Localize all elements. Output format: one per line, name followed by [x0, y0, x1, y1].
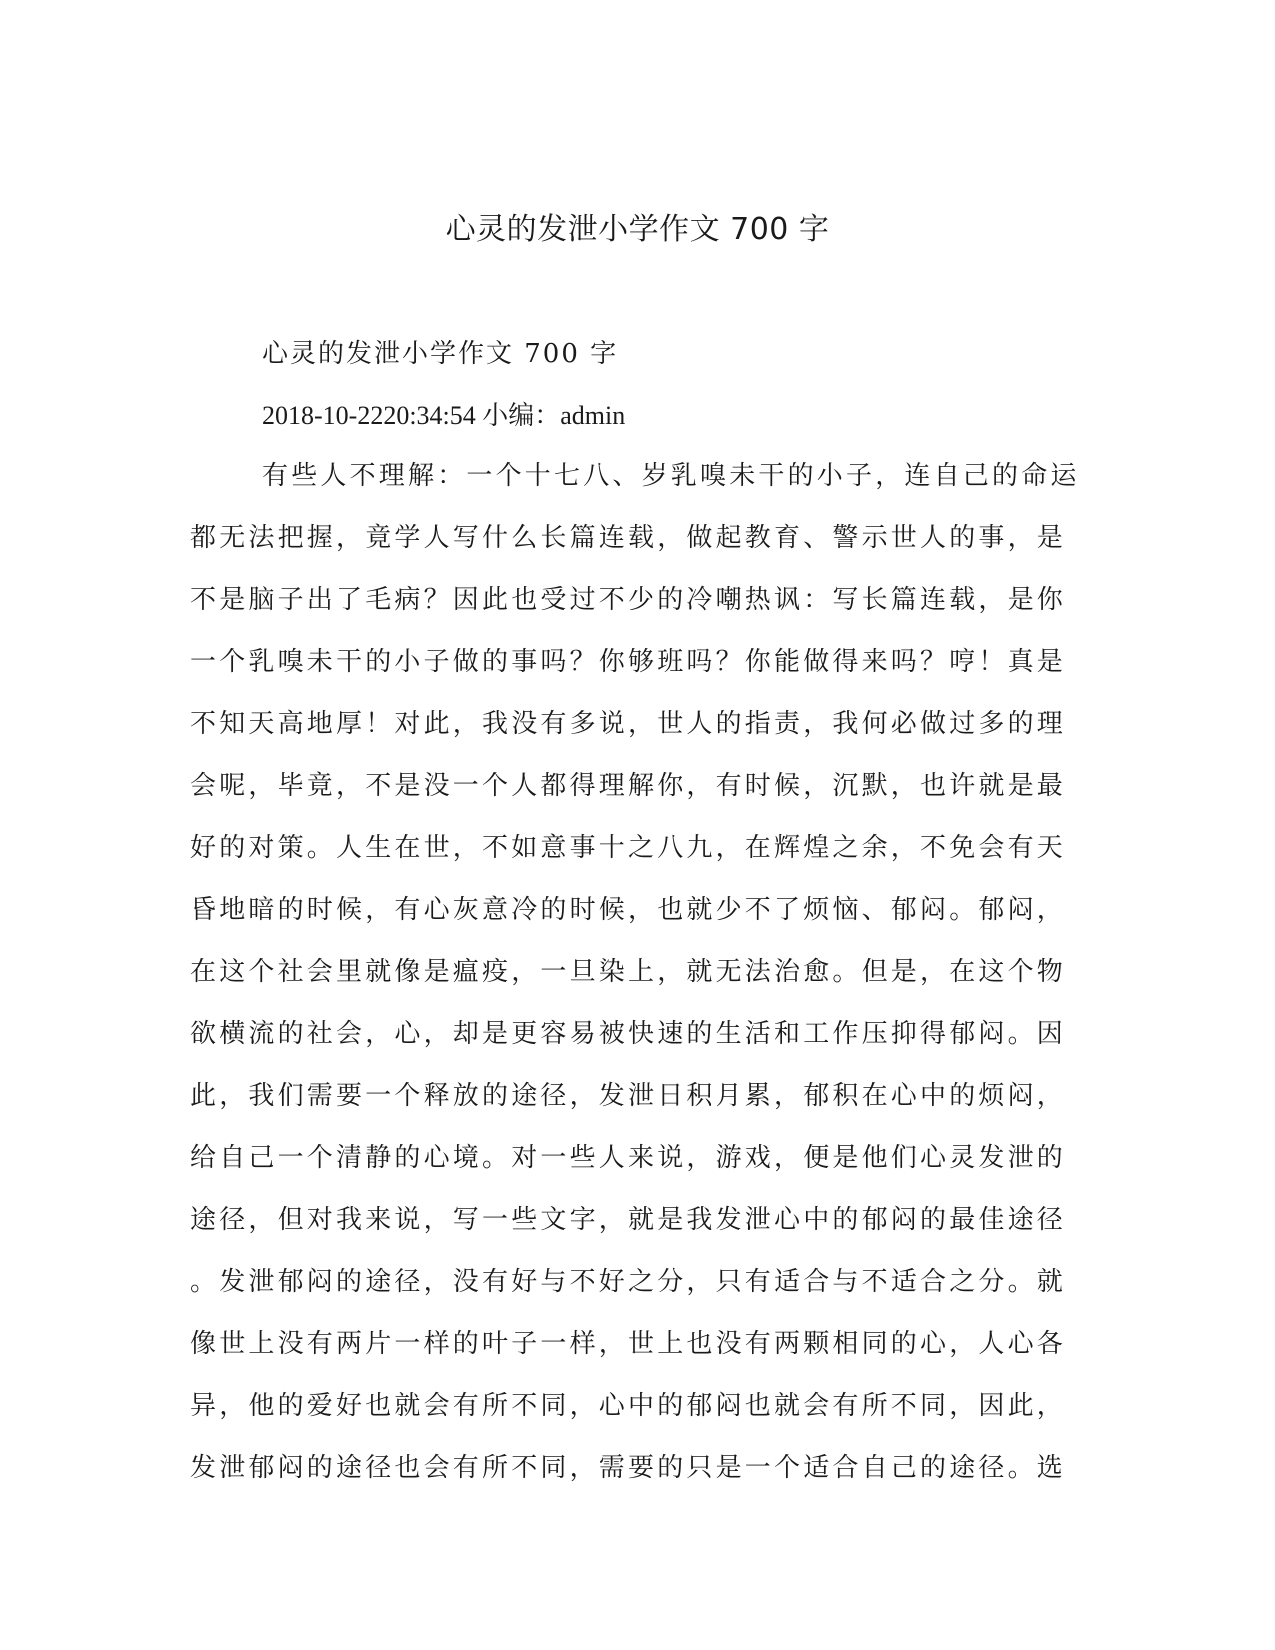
body-line: 会呢，毕竟，不是没一个人都得理解你，有时候，沉默，也许就是最: [190, 771, 1067, 801]
body-line: 。发泄郁闷的途径，没有好与不好之分，只有适合与不适合之分。就: [190, 1267, 1067, 1297]
body-line: 一个乳嗅未干的小子做的事吗？你够班吗？你能做得来吗？哼！真是: [190, 647, 1067, 677]
article-body: [190, 456, 1085, 1510]
body-line: 有些人不理解：一个十七八、岁乳嗅未干的小子，连自己的命运: [262, 461, 1080, 491]
body-line: 异，他的爱好也就会有所不同，心中的郁闷也就会有所不同，因此，: [190, 1391, 1067, 1421]
body-line: 像世上没有两片一样的叶子一样，世上也没有两颗相同的心，人心各: [190, 1329, 1067, 1359]
body-line: 此，我们需要一个释放的途径，发泄日积月累，郁积在心中的烦闷，: [190, 1081, 1067, 1111]
body-line: 给自己一个清静的心境。对一些人来说，游戏，便是他们心灵发泄的: [190, 1143, 1067, 1173]
body-line: 昏地暗的时候，有心灰意冷的时候，也就少不了烦恼、郁闷。郁闷，: [190, 895, 1067, 925]
body-line: 在这个社会里就像是瘟疫，一旦染上，就无法治愈。但是，在这个物: [190, 957, 1067, 987]
body-line: 发泄郁闷的途径也会有所不同，需要的只是一个适合自己的途径。选: [190, 1453, 1067, 1483]
article-subtitle: 心灵的发泄小学作文 700 字: [262, 339, 619, 369]
body-line: 不是脑子出了毛病？因此也受过不少的冷嘲热讽：写长篇连载，是你: [190, 585, 1067, 615]
document-title: 心灵的发泄小学作文 700 字: [445, 212, 830, 247]
body-line: 好的对策。人生在世，不如意事十之八九，在辉煌之余，不免会有天: [190, 833, 1067, 863]
body-line: 途径，但对我来说，写一些文字，就是我发泄心中的郁闷的最佳途径: [190, 1205, 1067, 1235]
body-line: 欲横流的社会，心，却是更容易被快速的生活和工作压抑得郁闷。因: [190, 1019, 1067, 1049]
body-line: 都无法把握，竟学人写什么长篇连载，做起教育、警示世人的事，是: [190, 523, 1067, 553]
body-line: 不知天高地厚！对此，我没有多说，世人的指责，我何必做过多的理: [190, 709, 1067, 739]
article-meta: 2018-10-2220:34:54 小编：admin: [262, 401, 626, 430]
